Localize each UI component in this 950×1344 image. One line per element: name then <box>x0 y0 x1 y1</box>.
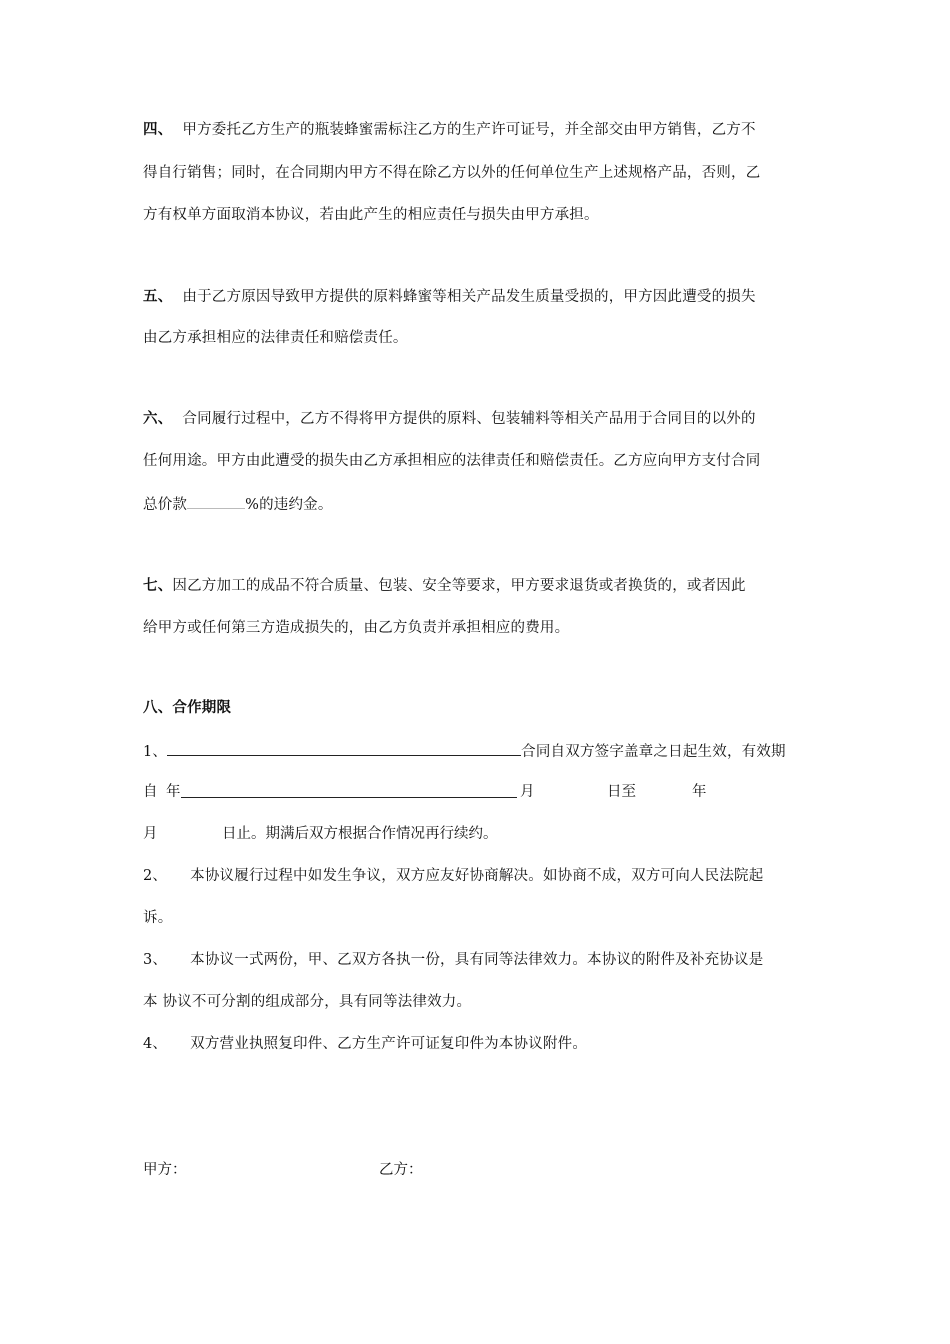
section-5-number: 五、 <box>143 289 173 305</box>
party-a-signature-label: 甲方： <box>143 1162 187 1178</box>
section-8-item-1-line-1 <box>143 740 786 762</box>
item-1-start-month-label: 月 <box>520 784 535 800</box>
item-1-number: 1、 <box>143 744 168 760</box>
section-6-number: 六、 <box>143 411 173 427</box>
section-7-line-2: 给甲方或任何第三方造成损失的，由乙方负责并承担相应的费用。 <box>143 620 570 636</box>
item-1-end-text: 日止。期满后双方根据合作情况再行续约。 <box>222 826 498 842</box>
section-8-item-4-line-1 <box>143 1034 587 1054</box>
section-7-text: 因乙方加工的成品不符合质量、包装、安全等要求，甲方要求退货或者换货的，或者因此 <box>172 578 746 594</box>
item-2-number: 2、 <box>143 868 168 884</box>
item-1-text: 合同自双方签字盖章之日起生效，有效期 <box>521 744 786 760</box>
section-8-item-2-line-1 <box>143 866 763 886</box>
item-1-end-month-label: 月 <box>143 826 158 842</box>
section-4-line-3: 方有权单方面取消本协议，若由此产生的相应责任与损失由甲方承担。 <box>143 207 599 223</box>
item-1-to-label: 日至 <box>607 784 636 800</box>
section-5-line-1 <box>143 287 756 307</box>
section-6-penalty-text: %的违约金。 <box>245 497 333 513</box>
section-6-total-label: 总价款 <box>143 497 188 513</box>
section-5-line-2: 由乙方承担相应的法律责任和赔偿责任。 <box>143 330 408 346</box>
section-6-text: 合同履行过程中，乙方不得将甲方提供的原料、包装辅料等相关产品用于合同目的以外的 <box>182 411 756 427</box>
section-7-line-1 <box>143 576 746 596</box>
item-1-from-label: 自 <box>143 784 158 800</box>
section-6-line-1 <box>143 409 756 429</box>
section-8-item-2-line-2: 诉。 <box>143 910 173 926</box>
item-1-end-year-label: 年 <box>692 784 707 800</box>
section-4-line-1 <box>143 120 756 140</box>
item-1-start-date-row <box>181 782 517 804</box>
item-3-number: 3、 <box>143 952 168 968</box>
penalty-rate-blank[interactable] <box>187 493 245 509</box>
item-3-text: 本协议一式两份，甲、乙双方各执一份，具有同等法律效力。本协议的附件及补充协议是 <box>190 952 764 968</box>
party-b-signature-label: 乙方： <box>379 1162 423 1178</box>
item-4-number: 4、 <box>143 1036 168 1052</box>
section-5-text: 由于乙方原因导致甲方提供的原料蜂蜜等相关产品发生质量受损的，甲方因此遭受的损失 <box>182 289 756 305</box>
start-date-blank[interactable] <box>181 782 517 798</box>
section-4-number: 四、 <box>143 122 173 138</box>
section-4-text: 甲方委托乙方生产的瓶装蜂蜜需标注乙方的生产许可证号，并全部交由甲方销售，乙方不 <box>182 122 756 138</box>
section-8-item-3-line-1 <box>143 950 763 970</box>
contract-name-blank[interactable] <box>167 740 521 756</box>
section-4-line-2: 得自行销售；同时，在合同期内甲方不得在除乙方以外的任何单位生产上述规格产品，否则，乙 <box>143 165 761 181</box>
item-4-text: 双方营业执照复印件、乙方生产许可证复印件为本协议附件。 <box>190 1036 588 1052</box>
section-6-line-3 <box>143 493 333 515</box>
section-6-line-2: 任何用途。甲方由此遭受的损失由乙方承担相应的法律责任和赔偿责任。乙方应向甲方支付合同 <box>143 453 761 469</box>
section-7-number: 七、 <box>143 578 173 594</box>
section-8-item-3-line-2: 本 协议不可分割的组成部分，具有同等法律效力。 <box>143 994 472 1010</box>
section-8-title: 八、合作期限 <box>143 700 232 716</box>
item-2-text: 本协议履行过程中如发生争议，双方应友好协商解决。如协商不成，双方可向人民法院起 <box>190 868 764 884</box>
item-1-start-year-label: 年 <box>166 784 181 800</box>
